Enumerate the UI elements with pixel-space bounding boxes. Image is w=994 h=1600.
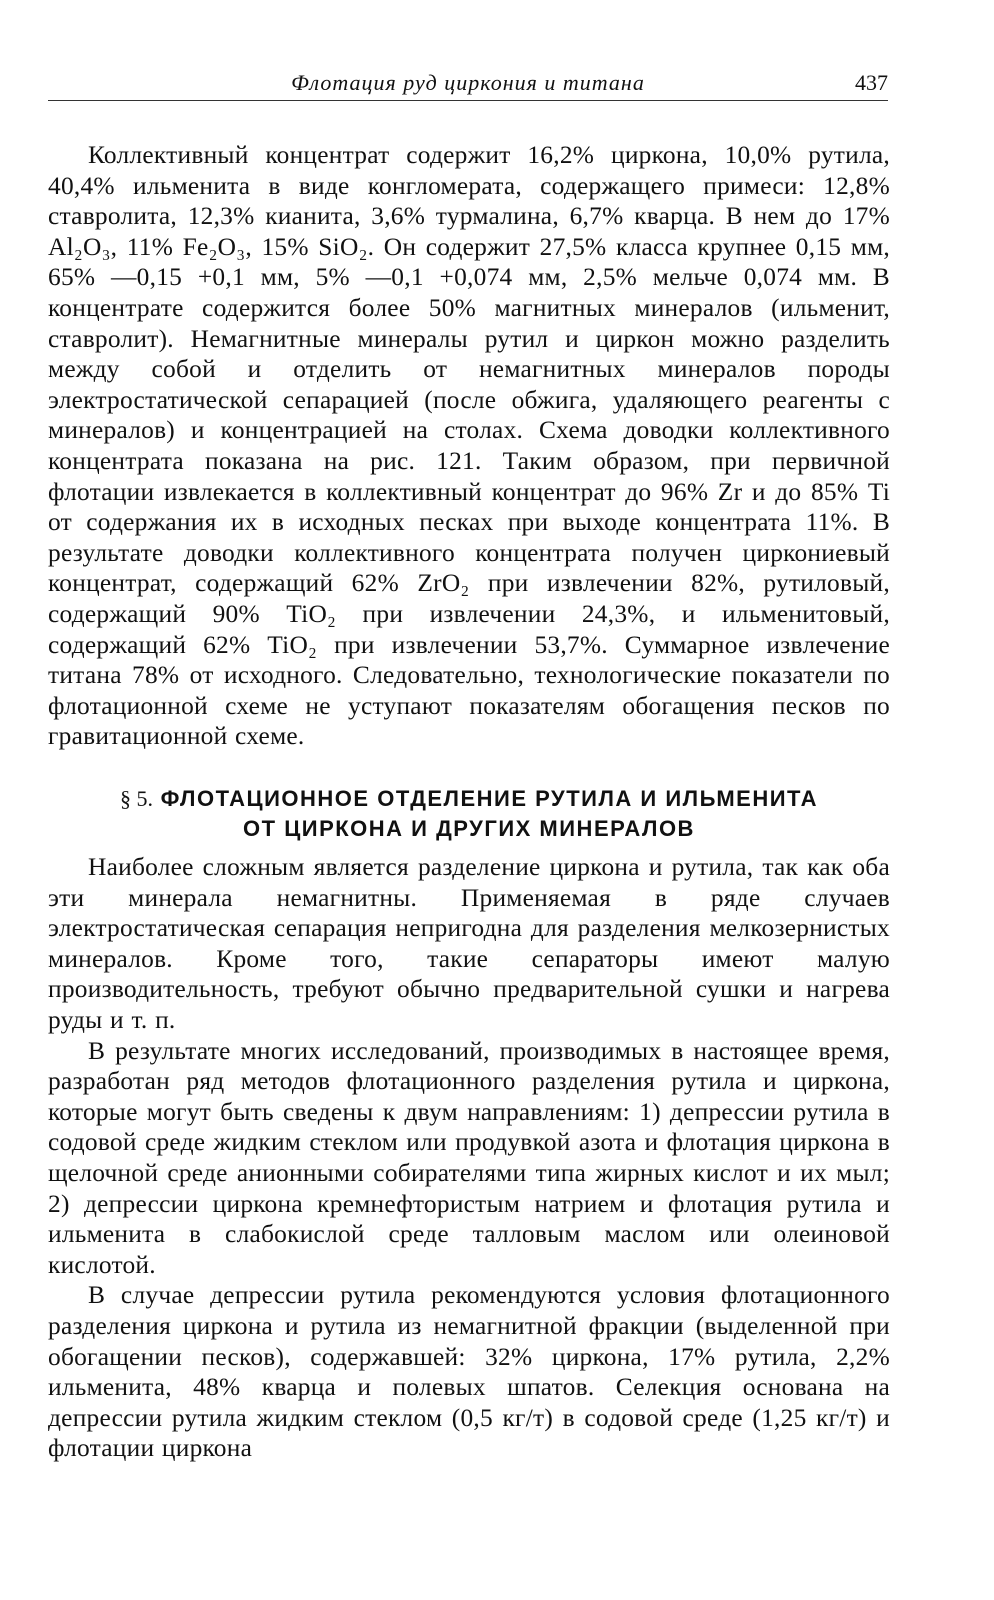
paragraph: Коллективный концентрат содержит 16,2% циркона, 10,0% рутила, 40,4% ильменита в виде конгломерата, содержащего примеси: 12,8% ставролита, 12,3% кианита, 3,6% турмалина, 6,7% кварца. В нем до 17% Al₂O₃, 11% Fe₂O₃, 15% SiO₂. Он содержит 27,5% класса крупнее 0,15 мм, 65% —0,15 +0,1 мм, 5% —0,1 +0,074 мм, 2,5% мельче 0,074 мм. В концентрате содержится более 50% магнитных минералов (ильменит, ставролит). Немагнитные минералы рутил и циркон можно разделить между собой и отделить от немагнитных минералов породы электростатической сепарацией (после обжига, удаляющего реагенты с минералов) и концентрацией на столах. Схема доводки коллективного концентрата показана на рис. 121. Таким образом, при первичной флотации извлекается в коллективный концентрат до 96% Zr и до 85% Ti от содержания их в исходных песках при выходе концентрата 11%. В результате доводки коллективного концентрата получен циркониевый концентрат, содержащий 62% ZrO₂ при извлечении 82%, рутиловый, содержащий 90% TiO₂ при извлечении 24,3%, и ильменитовый, содержащий 62% TiO₂ при извлечении 53,7%. Суммарное извлечение титана 78% от исходного. Следовательно, технологические показатели по флотационной схеме не уступают показателям обогащения песков по гравитационной схеме. (48, 141, 890, 751)
running-title: Флотация руд циркония и титана (291, 70, 645, 95)
section-title-line-2: ОТ ЦИРКОНА И ДРУГИХ МИНЕРАЛОВ (243, 816, 695, 841)
body-text-bottom (48, 852, 890, 1464)
paragraph: Наиболее сложным является разделение циркона и рутила, так как оба эти минерала немагнитны. Применяемая в ряде случаев электростатическая сепарация непригодна для разделения мелкозернистых минералов. Кроме того, такие сепараторы имеют малую производительность, требуют обычно предварительной сушки и нагрева руды и т. п. (48, 853, 890, 1034)
page-number: 437 (855, 70, 888, 95)
section-title-line-1: ФЛОТАЦИОННОЕ ОТДЕЛЕНИЕ РУТИЛА И ИЛЬМЕНИТА (160, 786, 818, 811)
paragraph: В результате многих исследований, производимых в настоящее время, разработан ряд методов флотационного разделения рутила и циркона, которые могут быть сведены к двум направлениям: 1) депрессии рутила в содовой среде жидким стеклом или продувкой азота и флотация циркона в щелочной среде анионными собирателями типа жирных кислот и их мыл; 2) депрессии циркона кремнефтористым натрием и флотация рутила и ильменита в слабокислой среде талловым маслом или олеиновой кислотой. (48, 1036, 890, 1279)
body-text-top (48, 140, 890, 752)
section-number: § 5. (119, 786, 153, 811)
section-heading (48, 784, 890, 844)
paragraph: В случае депрессии рутила рекомендуются условия флотационного разделения циркона и рутила из немагнитной фракции (выделенной при обогащении песков), содержавшей: 32% циркона, 17% рутила, 2,2% ильменита, 48% кварца и полевых шпатов. Селекция основана на депрессии рутила жидким стеклом (0,5 кг/т) в содовой среде (1,25 кг/т) и флотации циркона (48, 1281, 890, 1463)
running-header (48, 64, 888, 101)
